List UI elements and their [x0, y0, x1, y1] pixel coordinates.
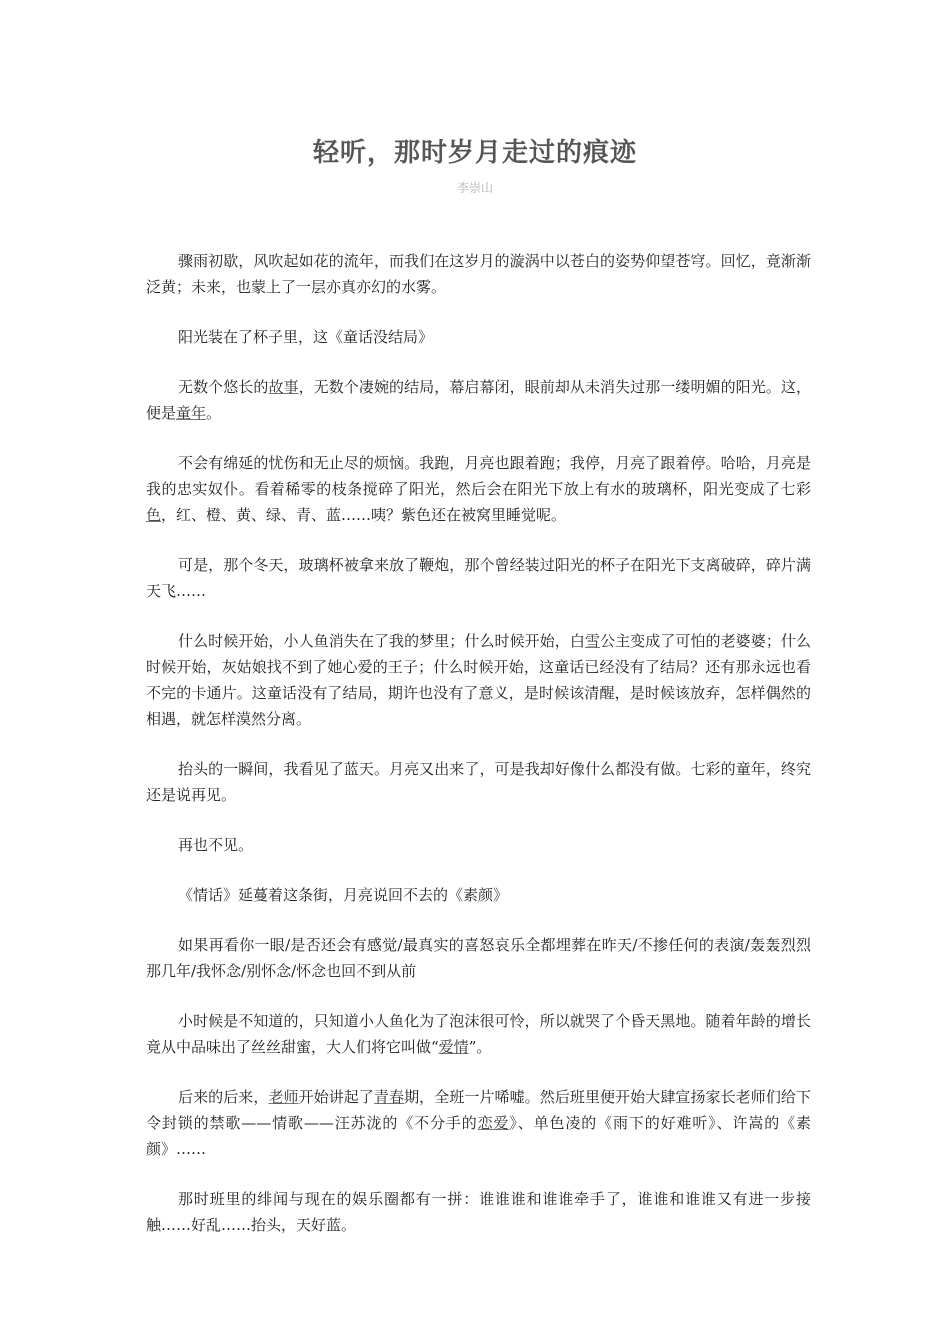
paragraph-text: 那时班里的绯闻与现在的娱乐圈都有一拼：谁谁谁和谁谁牵手了，谁谁和谁谁又有进一步接触……好乱……抬头，天好蓝。 — [146, 1190, 811, 1234]
paragraph-text: 抬头的一瞬间，我看见了蓝天。月亮又出来了，可是我却好像什么都没有做。七彩的童年，终究还是说再见。 — [146, 760, 811, 804]
keyword-link[interactable]: 童年 — [176, 404, 207, 422]
paragraph-text: ，红、橙、黄、绿、青、蓝……咦？紫色还在被窝里睡觉呢。 — [161, 506, 567, 524]
article-author: 李崇山 — [456, 181, 493, 195]
keyword-link[interactable]: 爱情 — [438, 1038, 469, 1056]
paragraph-text: 阳光装在了杯子里，这《童话没结局》 — [178, 328, 434, 346]
article-paragraph — [146, 552, 811, 604]
article-paragraph — [146, 374, 811, 426]
paragraph-text: 骤雨初歇，风吹起如花的流年，而我们在这岁月的漩涡中以苍白的姿势仰望苍穹。回忆，竟渐渐泛黄；未来，也蒙上了一层亦真亦幻的水雾。 — [146, 252, 811, 296]
paragraph-text: 什么时候开始，小人鱼消失在了我的梦里；什么时候开始，白 — [178, 632, 585, 650]
article-paragraph — [146, 324, 811, 350]
paragraph-text: 》、单色凌的《雨下的好难听》、许嵩的《素颜》…… — [146, 1114, 811, 1158]
article-paragraph — [146, 882, 811, 908]
article-paragraph — [146, 1186, 811, 1238]
keyword-link[interactable]: 老师 — [268, 1088, 299, 1106]
paragraph-text: ”。 — [468, 1038, 492, 1056]
paragraph-text: 如果再看你一眼/是否还会有感觉/最真实的喜怒哀乐全都埋葬在昨天/不掺任何的表演/轰轰烈烈那几年/我怀念/别怀念/怀念也回不到从前 — [146, 936, 811, 980]
article-paragraph — [146, 832, 811, 858]
keyword-link[interactable]: 色 — [146, 506, 162, 524]
paragraph-text: 无数个悠长的 — [178, 378, 269, 396]
article-paragraph — [146, 450, 811, 528]
article-paragraph — [146, 1084, 811, 1162]
paragraph-text: 开始讲起了 — [298, 1088, 374, 1106]
paragraph-text: 。 — [206, 404, 222, 422]
keyword-link[interactable]: 故事 — [268, 378, 299, 396]
paragraph-text: 不会有绵延的忧伤和无止尽的烦恼。我跑，月亮也跟着跑；我停，月亮了跟着停。哈哈，月亮是我的忠实奴仆。看着稀零的枝条搅碎了阳光，然后会在阳光下放上有水的玻璃杯，阳光变成了七彩 — [146, 454, 811, 498]
article-paragraph — [146, 628, 811, 732]
article-paragraph — [146, 932, 811, 984]
article-body — [146, 248, 811, 1262]
article-paragraph — [146, 756, 811, 808]
paragraph-text: 再也不见。 — [178, 836, 254, 854]
article-paragraph — [146, 1008, 811, 1060]
article-title: 轻听，那时岁月走过的痕迹 — [312, 138, 637, 168]
paragraph-text: 后来的后来， — [178, 1088, 269, 1106]
article-paragraph — [146, 248, 811, 300]
paragraph-text: 期，全班一片唏嘘。然后班里便开始大肆宣扬家长老师们给下令封锁的禁歌——情歌——汪苏泷的《不分手的 — [146, 1088, 811, 1132]
paragraph-text: ，无数个凄婉的结局，幕启幕闭，眼前却从未消失过那一缕明媚的阳光。这，便是 — [146, 378, 811, 422]
paragraph-text: 公主变成了可怕的老婆婆；什么时候开始，灰姑娘找不到了她心爱的王子；什么时候开始，这童话已经没有了结局？还有那永远也看不完的卡通片。这童话没有了结局，期许也没有了意义，是时候该清醒，是时候该放弃，怎样偶然的相遇，就怎样漠然分离。 — [146, 632, 811, 728]
keyword-link[interactable]: 雪 — [584, 632, 601, 650]
keyword-link[interactable]: 青春 — [373, 1088, 405, 1106]
paragraph-text: 《情话》延蔓着这条街，月亮说回不去的《素颜》 — [178, 886, 509, 904]
paragraph-text: 可是，那个冬天，玻璃杯被拿来放了鞭炮，那个曾经装过阳光的杯子在阳光下支离破碎，碎片满天飞…… — [146, 556, 811, 600]
keyword-link[interactable]: 恋爱 — [477, 1114, 510, 1132]
paragraph-text: 小时候是不知道的，只知道小人鱼化为了泡沫很可怜，所以就哭了个昏天黑地。随着年龄的增长竟从中品味出了丝丝甜蜜，大人们将它叫做“ — [146, 1012, 811, 1056]
